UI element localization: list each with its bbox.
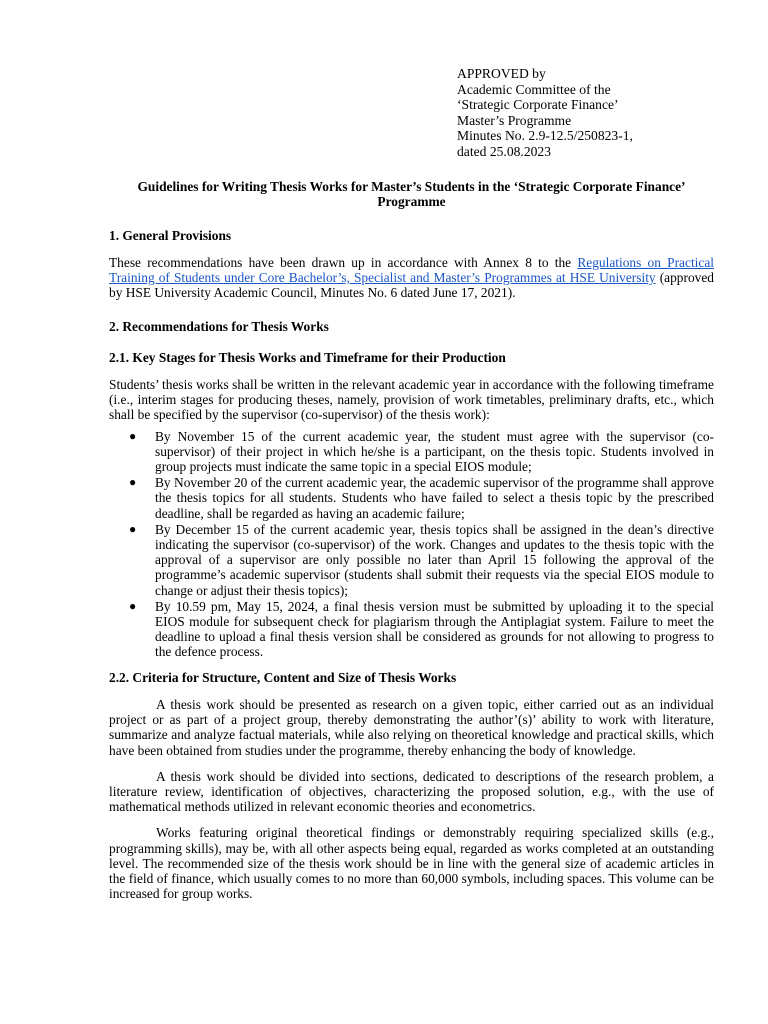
key-stages-list (109, 429, 714, 660)
list-item (129, 428, 714, 475)
list-item (129, 521, 714, 598)
bullet-icon: ● (129, 598, 137, 613)
list-item-text: By 10.59 pm, May 15, 2024, a final thesis version must be submitted by uploading it to the special EIOS module for subsequent check for plagiarism through the Antiplagiat system. Failure to meet the deadline to upload a final thesis version shall be considered as grounds for not allowing to progress to the defence process. (155, 598, 714, 660)
criteria-paragraph: A thesis work should be presented as research on a given topic, either carried out as an individual project or as part of a project group, thereby demonstrating the author’(s)’ ability to work with literature, summarize and analyze factual materials, while also relying on theoretical knowledge and practical skills, which have been obtained from studies under the programme, thereby enhancing the body of knowledge. (109, 696, 714, 758)
section-heading-general-provisions: 1. General Provisions (109, 227, 232, 243)
paragraph-text: (approved by HSE University Academic Council, Minutes No. 6 dated June 17, 2021). (109, 270, 714, 301)
document-title: Guidelines for Writing Thesis Works for Master’s Students in the ‘Strategic Corporate Finance’ Programme (137, 179, 686, 210)
general-provisions-paragraph (109, 255, 714, 301)
bullet-icon: ● (129, 475, 137, 490)
list-item-text: By November 15 of the current academic year, the student must agree with the supervisor (co-supervisor) of their project in which he/she is a participant, on the thesis topic. Students involved in group projects must indicate the same topic in a special EIOS module; (155, 428, 714, 475)
regulations-link[interactable]: Regulations on Practical Training of Students under Core Bachelor’s, Specialist and Master’s Programmes at HSE University (109, 255, 714, 286)
approval-line: Academic Committee of the (457, 81, 611, 97)
list-item (129, 475, 714, 521)
section-heading-recommendations: 2. Recommendations for Thesis Works (109, 318, 329, 334)
approval-line: APPROVED by (457, 66, 546, 81)
criteria-paragraph: Works featuring original theoretical findings or demonstrably requiring specialized skills (e.g., programming skills), may be, with all other aspects being equal, regarded as works completed at an outstanding level. The recommended size of the thesis work should be in line with the general size of academic articles in the field of finance, which usually comes to no more than 60,000 symbols, including spaces. This volume can be increased for group works. (109, 825, 714, 902)
approval-line: Minutes No. 2.9-12.5/250823-1, (457, 128, 633, 143)
bullet-icon: ● (129, 428, 137, 443)
list-item (129, 598, 714, 660)
list-item-text: By December 15 of the current academic year, thesis topics shall be assigned in the dean’s directive indicating the supervisor (co-supervisor) of the work. Changes and updates to the thesis topic with the approval of a supervisor are only possible no later than April 15 following the approval of the programme’s academic supervisor (students shall submit their requests via the special EIOS module to change or adjust their thesis topics); (155, 521, 714, 598)
approval-line: Master’s Programme (457, 112, 572, 128)
key-stages-paragraph: Students’ thesis works shall be written in the relevant academic year in accordance with the following timeframe (i.e., interim stages for producing theses, namely, provision of work timetables, preliminary drafts, etc., which shall be specified by the supervisor (co-supervisor) of the thesis work): (109, 377, 714, 423)
section-heading-key-stages: 2.1. Key Stages for Thesis Works and Timeframe for their Production (109, 349, 506, 365)
bullet-icon: ● (129, 521, 137, 536)
paragraph-text: These recommendations have been drawn up in accordance with Annex 8 to the (109, 255, 578, 271)
approval-line: dated 25.08.2023 (457, 143, 552, 159)
approval-line: ‘Strategic Corporate Finance’ (457, 97, 619, 112)
criteria-paragraph: A thesis work should be divided into sections, dedicated to descriptions of the research problem, a literature review, identification of objectives, characterizing the proposed solution, e.g., with the use of mathematical methods utilized in relevant economic theories and econometrics. (109, 768, 714, 815)
list-item-text: By November 20 of the current academic year, the academic supervisor of the programme shall approve the thesis topics for all students. Students who have failed to select a thesis topic by the prescribed deadline, shall be regarded as having an academic failure; (155, 475, 714, 521)
section-heading-criteria: 2.2. Criteria for Structure, Content and Size of Thesis Works (109, 669, 457, 685)
approval-block (457, 66, 714, 159)
